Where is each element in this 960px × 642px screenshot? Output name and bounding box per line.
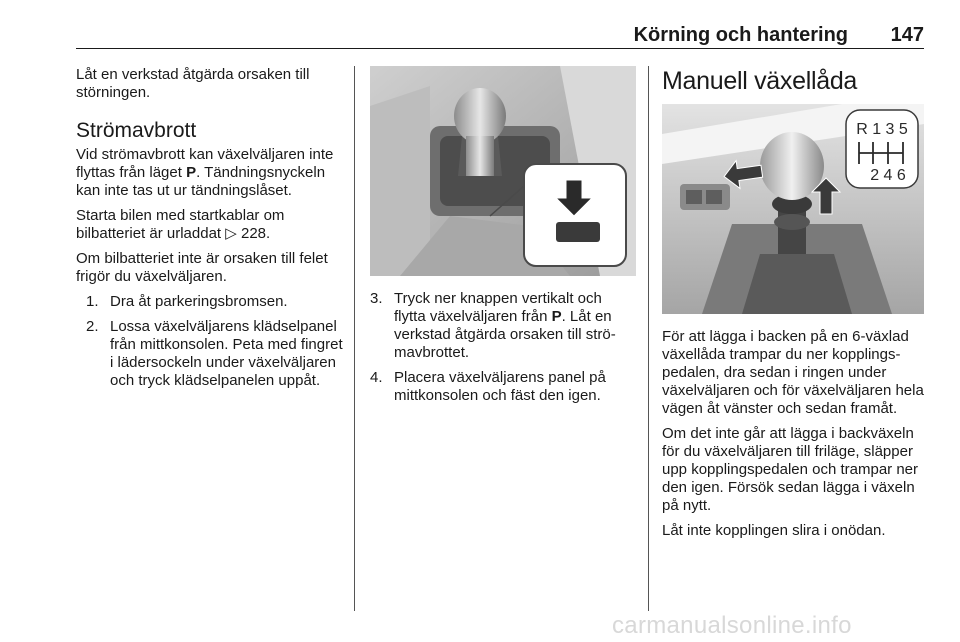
page-number: 147 [890,24,924,46]
gear-pattern-top: R 1 3 5 [856,121,908,138]
gear-position-p: P [186,164,197,181]
list-item: 2. Lossa växelväljarens klädselpanel från mittkonsolen. Peta med fingret i lädersockeln under växelväljaren och tryck klädselpanelen uppåt. [86,318,343,389]
paragraph-neutral: Om det inte går att lägga i backväxeln för du växelväljaren till friläge, släpper upp kopplingspedalen och trampar ner den igen. Försök sedan lägga i växeln på nytt. [662,425,919,514]
paragraph-release: Om bilbatteriet inte är orsaken till felet frigör du växelväljaren. [76,250,328,285]
page-ref: 228. [240,225,271,242]
page-ref-icon: ▷ [225,225,237,242]
section-heading-manuell: Manuell växellåda [662,67,858,95]
list-item: 3. Tryck ner knappen vertikalt och flytta växelväljaren från P. Låt en verkstad åtgärda orsaken till strömavbrottet. [370,290,616,361]
steps-list-1 [86,293,344,390]
column-divider-right [648,66,649,611]
paragraph-reverse: För att lägga i backen på en 6-växlad växellåda trampar du ner kopplingspedalen, dra sedan i ringen under växelväljaren och för växelväljaren hela vägen åt vänster och sedan framåt. [662,328,924,417]
section-heading-stromavbrott: Strömavbrott [76,119,197,142]
header-rule [76,48,924,49]
manual-gear-lever-illustration [662,104,924,314]
header-title: Körning och hantering [633,24,848,46]
list-item: 1. Dra åt parkeringsbromsen. [86,293,288,310]
list-item: 4. Placera växelväljarens panel på mittkonsolen och fäst den igen. [370,369,606,404]
column-divider-left [354,66,355,611]
column-right [662,66,926,547]
steps-list-2 [370,290,636,405]
gear-selector-release-illustration [370,66,636,276]
paragraph-clutch: Låt inte kopplingen slira i onödan. [662,522,886,539]
column-left [76,66,344,397]
gear-pattern-bottom: 2 4 6 [870,167,906,184]
paragraph-power-failure: Vid strömavbrott kan växelväljaren inte flyttas från läget P. Tändningsnyckeln kan inte tas ut ur tändningslåset. [76,146,334,199]
column-middle [370,66,636,412]
intro-paragraph: Låt en verkstad åtgärda orsaken till störningen. [76,66,310,101]
paragraph-jump-start: Starta bilen med startkablar om bilbatteriet är urladdat ▷ 228. [76,207,285,242]
gear-position-p: P [551,308,562,325]
watermark: carmanualsonline.info [612,612,852,639]
